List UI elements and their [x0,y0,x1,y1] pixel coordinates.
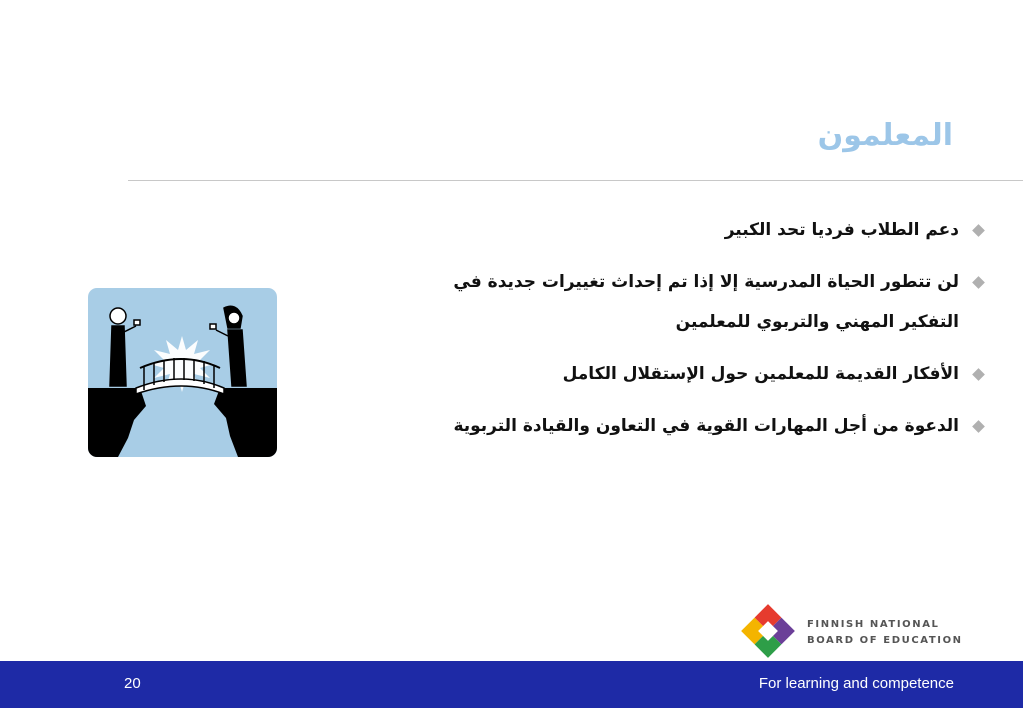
diamond-bullet-icon [972,276,985,289]
footer-bar [0,661,1023,708]
page-number: 20 [124,675,141,692]
diamond-bullet-icon [972,420,985,433]
logo-line-2: BOARD OF EDUCATION [807,635,963,646]
bridge-builders-illustration [88,288,277,457]
bullet-item [443,262,983,342]
diamond-bullet-icon [972,224,985,237]
bullet-item [443,354,983,394]
logo-text [807,617,963,649]
diamond-logo-icon [740,602,796,660]
bullet-text: لن تتطور الحياة المدرسية إلا إذا تم إحداث تغييرات جديدة في التفكير المهني والتربوي للمعلمين [453,272,959,332]
logo-line-1: FINNISH NATIONAL [807,619,940,630]
title-divider [128,180,1023,181]
bullet-text: الأفكار القديمة للمعلمين حول الإستقلال الكامل [562,364,959,384]
bridge-icon [88,288,277,457]
bullet-item [443,406,983,446]
slide-title: المعلمون [817,118,953,153]
footer-tagline: For learning and competence [758,675,954,692]
bullet-text: الدعوة من أجل المهارات القوية في التعاون والقيادة التربوية [453,416,959,436]
finnish-national-board-logo [740,602,963,660]
diamond-bullet-icon [972,368,985,381]
bullet-text: دعم الطلاب فرديا تحد الكبير [724,220,959,240]
bullet-item [443,210,983,250]
bullet-list [443,210,983,458]
